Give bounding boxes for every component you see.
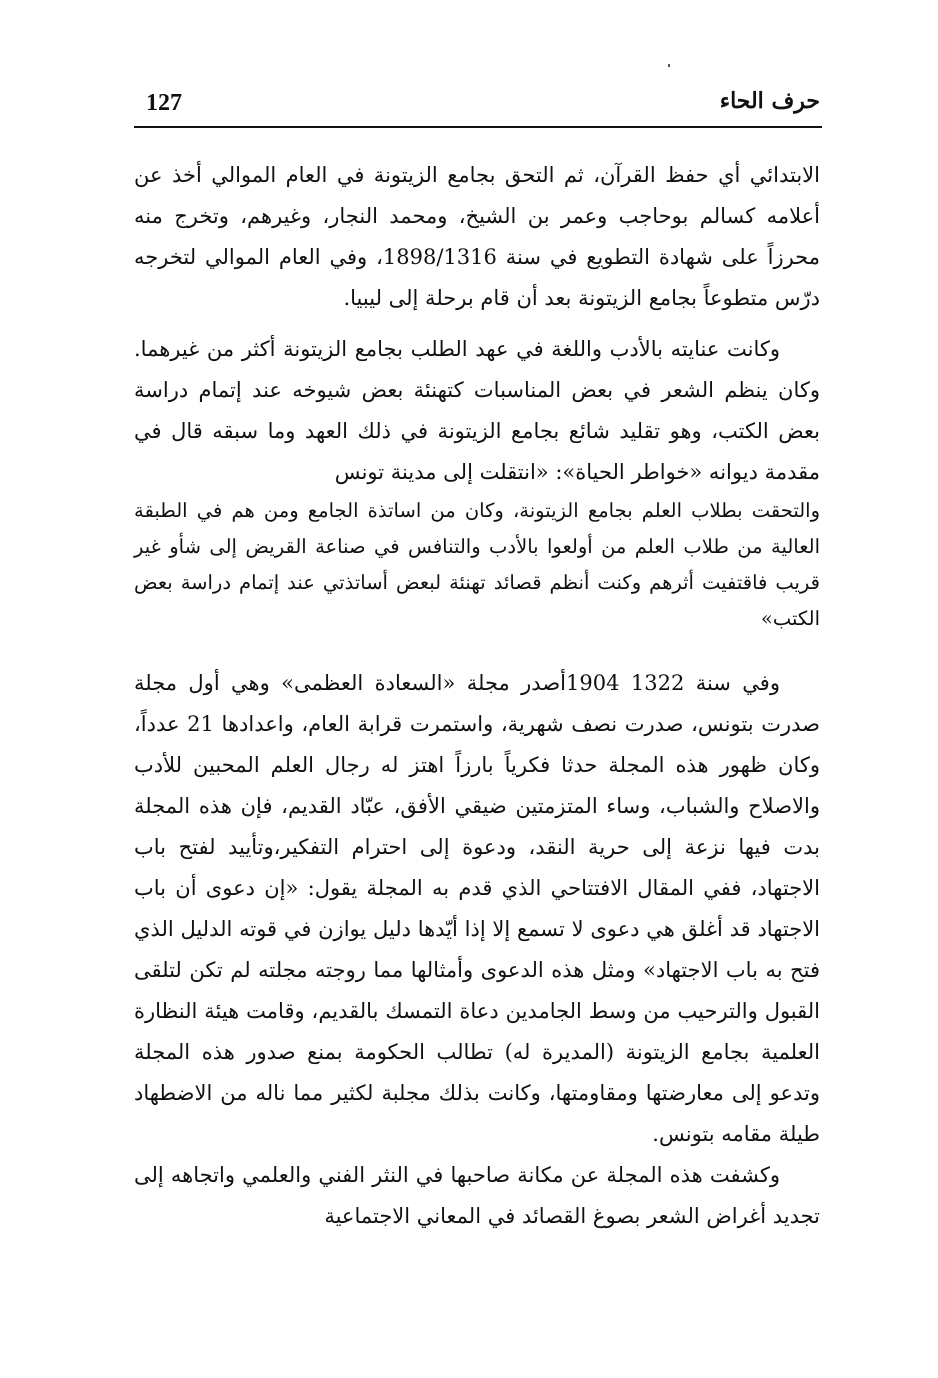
page-number: 127: [146, 90, 182, 116]
paragraph-gap: [134, 637, 820, 663]
header-rule: [134, 126, 822, 128]
page-header: [134, 88, 820, 124]
paragraph-gap: [134, 319, 820, 329]
running-head: حرف الحاء: [719, 88, 820, 114]
paragraph-2: وكانت عنايته بالأدب واللغة في عهد الطلب بجامع الزيتونة أكثر من غيرهما. وكان ينظم الشعر في بعض المناسبات كتهنئة بعض شيوخه عند إتمام دراسة بعض الكتب، وهو تقليد شائع بجامع الزيتونة في ذلك العهد وما سبقه قال في مقدمة ديوانه «خواطر الحياة»: «انتقلت إلى مدينة تونس: [134, 337, 820, 484]
body-text: [134, 155, 820, 1237]
ink-speck: [668, 64, 670, 67]
paragraph-5: وكشفت هذه المجلة عن مكانة صاحبها في النثر الفني والعلمي واتجاهه إلى تجديد أغراض الشعر بصوغ القصائد في المعاني الاجتماعية: [134, 1163, 820, 1228]
paragraph-1: الابتدائي أي حفظ القرآن، ثم التحق بجامع الزيتونة في العام الموالي أخذ عن أعلامه كسالم بوحاجب وعمر بن الشيخ، ومحمد النجار، وغيرهم، وتخرج منه محرزاً على شهادة التطويع في سنة 1898/1316، وفي العام الموالي لتخرجه درّس متطوعاً بجامع الزيتونة بعد أن قام برحلة إلى ليبيا.: [134, 163, 820, 310]
paragraph-4: وفي سنة 1322 1904أصدر مجلة «السعادة العظمى» وهي أول مجلة صدرت بتونس، صدرت نصف شهرية، واستمرت قرابة العام، واعدادها 21 عدداً، وكان ظهور هذه المجلة حدثا فكرياً بارزاً اهتز له رجال العلم المحبين للأدب والاصلاح والشباب، وساء المتزمتين ضيقي الأفق، عبّاد القديم، فإن هذه المجلة بدت فيها نزعة إلى حرية النقد، ودعوة إلى احترام التفكير،وتأييد لفتح باب الاجتهاد، ففي المقال الافتتاحي الذي قدم به المجلة يقول: «إن دعوى أن باب الاجتهاد قد أغلق هي دعوى لا تسمع إلا إذا أيّدها دليل يوازن في قوته الدليل الذي فتح به باب الاجتهاد» ومثل هذه الدعوى وأمثالها مما روجته مجلته لم تكن لتلقى القبول والترحيب من وسط الجامدين دعاة التمسك بالقديم، وقامت هيئة النظارة العلمية بجامع الزيتونة (المديرة له) تطالب الحكومة بمنع صدور هذه المجلة وتدعو إلى معارضتها ومقاومتها، وكانت بذلك مجلبة لكثير مما ناله من الاضطهاد طيلة مقامه بتونس.: [134, 671, 820, 1146]
paragraph-3-quote: والتحقت بطلاب العلم بجامع الزيتونة، وكان من اساتذة الجامع ومن هم في الطبقة العالية من طلاب العلم من أولعوا بالأدب والتنافس في صناعة القريض إلى شأو غير قريب فاقتفيت أثرهم وكنت أنظم قصائد تهنئة لبعض أساتذتي عند إتمام دراسة بعض الكتب»: [134, 499, 820, 630]
